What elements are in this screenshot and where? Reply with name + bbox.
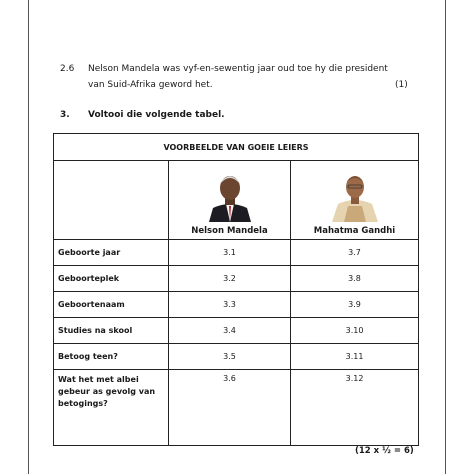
nelson-mandela-photo <box>205 170 255 222</box>
leader-name-gandhi: Mahatma Gandhi <box>313 226 396 236</box>
answer-cell-gandhi[interactable]: 3.12 <box>291 370 419 446</box>
row-label: Geboortenaam <box>54 292 169 318</box>
page-border-right <box>445 0 446 474</box>
leader-header-mandela <box>169 161 291 240</box>
row-label: Betoog teen? <box>54 344 169 370</box>
leader-name-mandela: Nelson Mandela <box>191 226 268 236</box>
answer-cell-gandhi[interactable]: 3.8 <box>291 266 419 292</box>
answer-cell-mandela[interactable]: 3.6 <box>169 370 291 446</box>
answer-cell-mandela[interactable]: 3.1 <box>169 240 291 266</box>
answer-cell-gandhi[interactable]: 3.9 <box>291 292 419 318</box>
question-mark: (1) <box>395 80 408 90</box>
answer-cell-mandela[interactable]: 3.2 <box>169 266 291 292</box>
answer-cell-gandhi[interactable]: 3.10 <box>291 318 419 344</box>
table-title: VOORBEELDE VAN GOEIE LEIERS <box>54 134 419 161</box>
answer-cell-mandela[interactable]: 3.5 <box>169 344 291 370</box>
marks-total: (12 x ½ = 6) <box>355 446 414 456</box>
table-row <box>54 318 419 344</box>
question-text-line2: van Suid-Afrika geword het. <box>88 80 213 90</box>
table-row <box>54 266 419 292</box>
mahatma-gandhi-photo <box>330 170 380 222</box>
row-label: Geboorteplek <box>54 266 169 292</box>
row-label: Studies na skool <box>54 318 169 344</box>
leaders-table <box>53 133 419 446</box>
row-label: Wat het met albei gebeur as gevolg van betogings? <box>54 370 169 446</box>
row-label: Geboorte jaar <box>54 240 169 266</box>
answer-cell-gandhi[interactable]: 3.11 <box>291 344 419 370</box>
empty-header-cell <box>54 161 169 240</box>
table-row <box>54 344 419 370</box>
table-row <box>54 240 419 266</box>
page-border-left <box>28 0 29 474</box>
answer-cell-mandela[interactable]: 3.4 <box>169 318 291 344</box>
table-row <box>54 370 419 446</box>
table-row <box>54 292 419 318</box>
answer-cell-mandela[interactable]: 3.3 <box>169 292 291 318</box>
leader-header-gandhi <box>291 161 419 240</box>
answer-cell-gandhi[interactable]: 3.7 <box>291 240 419 266</box>
question-text-line1: Nelson Mandela was vyf-en-sewentig jaar oud toe hy die president <box>88 64 388 74</box>
question-number: 3. <box>60 110 70 120</box>
question-instruction: Voltooi die volgende tabel. <box>88 110 225 120</box>
question-number: 2.6 <box>60 64 75 74</box>
